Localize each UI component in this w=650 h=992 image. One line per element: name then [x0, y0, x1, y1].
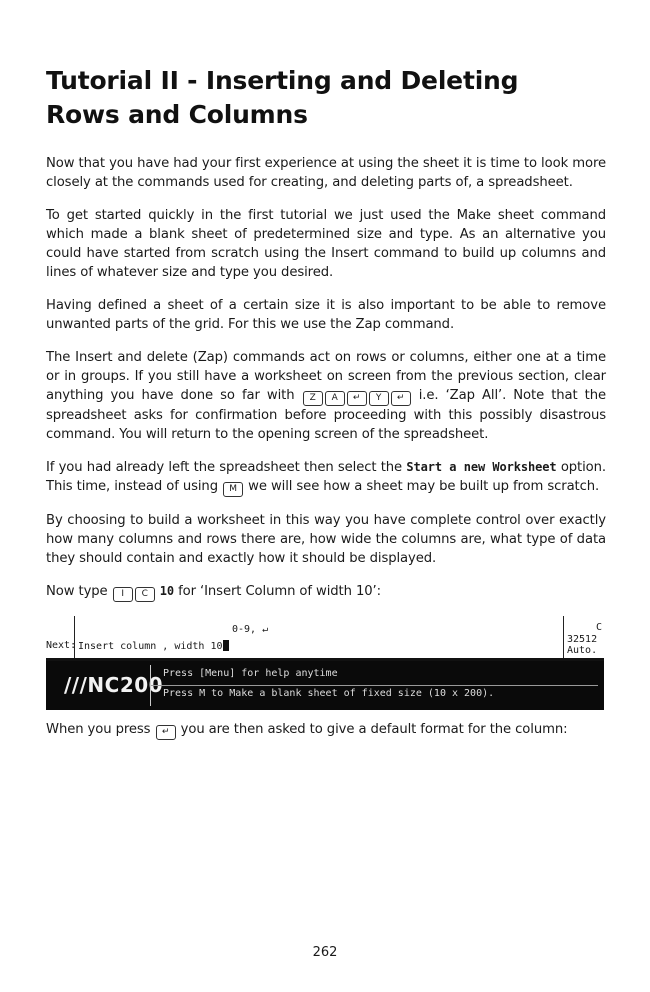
paragraph-4-text-a: The Insert and delete (Zap) commands act on rows or columns, either one at a time or in groups. If you still have a worksheet on screen from the previous section, clear anything you have done so far with	[46, 350, 606, 403]
next-label: Next:	[46, 640, 77, 651]
help-lines	[150, 665, 598, 706]
paragraph-8	[46, 720, 606, 740]
key-c: C	[135, 587, 155, 602]
key-i: I	[113, 587, 133, 602]
screen-divider-right	[563, 616, 564, 658]
paragraph-4-text-b: i.e. ‘Zap All’. Note that the spreadsheet asks for confirmation before proceeding with this possibly disastrous command. You will return to the opening screen of the spreadsheet.	[46, 388, 607, 442]
key-z: Z	[303, 391, 323, 406]
paragraph-5-text-c: we will see how a sheet may be built up from scratch.	[248, 479, 600, 494]
paragraph-8-text-b: you are then asked to give a default format for the column:	[180, 722, 568, 737]
input-hint: 0-9, ↵	[232, 624, 269, 635]
page-title	[46, 64, 606, 132]
recalc-mode: Auto.	[567, 645, 598, 656]
page-content	[46, 64, 606, 754]
paragraph-4	[46, 348, 606, 444]
title-line-2: Rows and Columns	[46, 100, 308, 129]
paragraph-7-text-a: Now type	[46, 584, 108, 599]
column-indicator: C	[596, 622, 603, 633]
option-start-new-worksheet: Start a new Worksheet	[406, 460, 557, 474]
help-separator	[151, 685, 598, 686]
help-line-1: Press [Menu] for help anytime	[163, 668, 338, 679]
key-y: Y	[369, 391, 389, 406]
paragraph-5	[46, 458, 606, 497]
memory-free: 32512	[567, 634, 598, 645]
key-return: ↵	[156, 725, 176, 740]
help-line-2: Press M to Make a blank sheet of fixed size (10 x 200).	[163, 688, 495, 699]
memory-and-mode	[567, 634, 597, 656]
code-10: 10	[159, 584, 175, 598]
paragraph-1: Now that you have had your first experience at using the sheet it is time to look more closely at the commands used for creating, and deleting parts of, a spreadsheet.	[46, 156, 606, 190]
paragraph-7	[46, 582, 606, 602]
paragraph-2: To get started quickly in the first tutorial we just used the Make sheet command which made a blank sheet of predetermined size and type. As an alternative you could have started from scratch using the Insert command to build up columns and lines of whatever size and type you desired.	[46, 208, 606, 280]
key-m: M	[223, 482, 243, 497]
screen-help-bar	[46, 661, 604, 710]
text-cursor	[223, 640, 229, 651]
key-return: ↵	[347, 391, 367, 406]
title-line-1: Tutorial II - Inserting and Deleting	[46, 66, 519, 95]
paragraph-3: Having defined a sheet of a certain size it is also important to be able to remove unwanted parts of the grid. For this we use the Zap command.	[46, 298, 606, 332]
screen-divider-left	[74, 616, 75, 658]
paragraph-6: By choosing to build a worksheet in this way you have complete control over exactly how many columns and rows there are, how wide the columns are, what type of data they should contain and exactly how it should be displayed.	[46, 513, 606, 566]
key-return: ↵	[391, 391, 411, 406]
nc200-logo: ///NC200	[64, 673, 164, 697]
screen-status-area	[46, 616, 604, 661]
paragraph-7-text-b: for ‘Insert Column of width 10’:	[178, 584, 381, 599]
paragraph-8-text-a: When you press	[46, 722, 151, 737]
command-line	[78, 640, 229, 652]
page-number: 262	[312, 945, 338, 960]
command-text: Insert column , width 10	[78, 641, 223, 652]
paragraph-5-text-a: If you had already left the spreadsheet then select the	[46, 460, 403, 475]
key-a: A	[325, 391, 345, 406]
paragraph-5-text-b: option. This time, instead of using	[46, 460, 607, 494]
nc200-screen-capture	[46, 616, 604, 710]
